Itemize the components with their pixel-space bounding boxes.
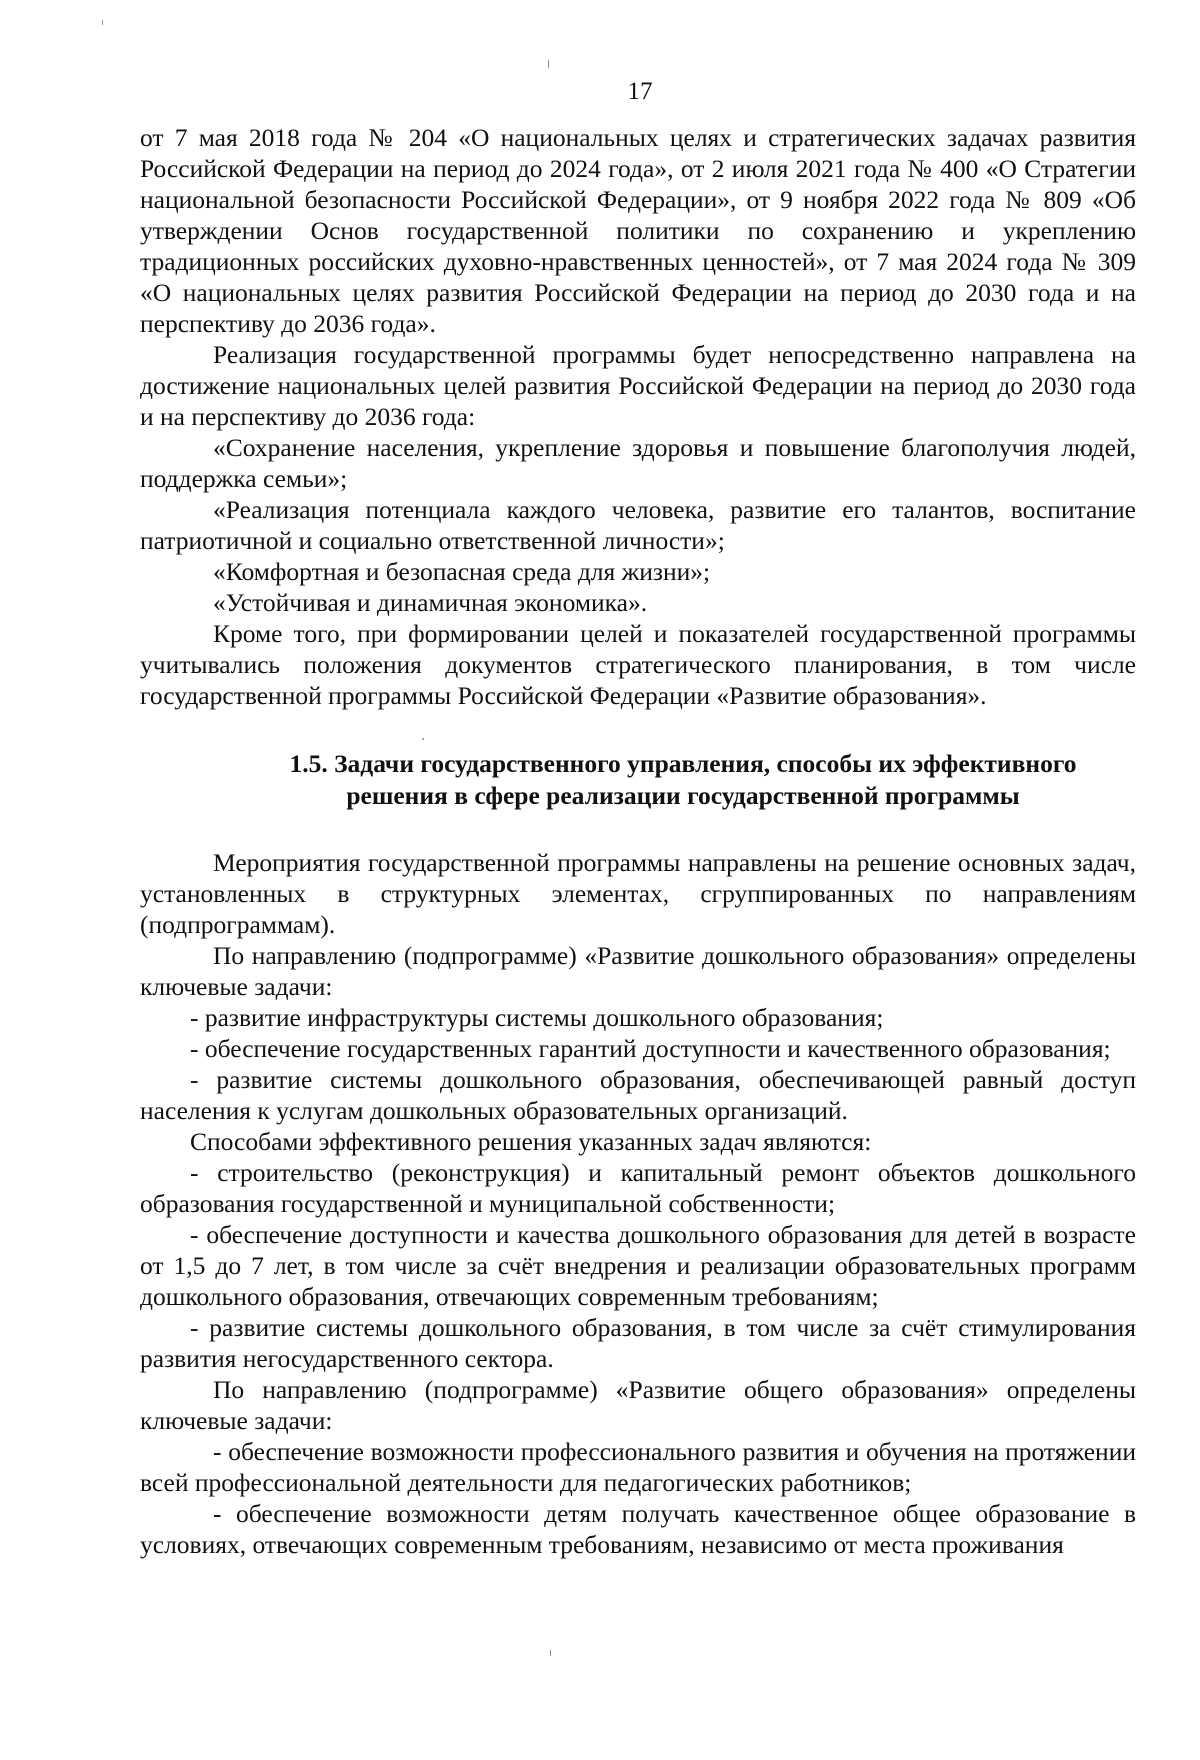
paragraph: «Сохранение населения, укрепление здоровья и повышение благополучия людей, поддержка семьи»; [140,433,1136,493]
scan-speck [102,20,103,25]
scan-speck [550,1650,551,1656]
paragraph: Мероприятия государственной программы направлены на решение основных задач, установленных в структурных элементах, сгруппированных по направлениям (подпрограммам). [140,848,1136,939]
paragraph: от 7 мая 2018 года № 204 «О национальных целях и стратегических задачах развития Российской Федерации на период до 2024 года», от 2 июля 2021 года № 400 «О Стратегии национальной безопасности Российской Федерации», от 9 ноября 2022 года № 809 «Об утверждении Основ государственной политики по сохранению и укреплению традиционных российских духовно-нравственных ценностей», от 7 мая 2024 года № 309 «О национальных целях развития Российской Федерации на период до 2030 года и на перспективу до 2036 года». [140,123,1136,338]
paragraph: Реализация государственной программы будет непосредственно направлена на достижение национальных целей развития Российской Федерации на период до 2030 года и на перспективу до 2036 года: [140,340,1136,431]
paragraph: По направлению (подпрограмме) «Развитие общего образования» определены ключевые задачи: [140,1375,1136,1435]
list-item: - развитие системы дошкольного образования, обеспечивающей равный доступ населения к услугам дошкольных образовательных организаций. [140,1065,1136,1125]
list-item: - обеспечение возможности детям получать качественное общее образование в условиях, отвечающих современным требованиям, независимо от места проживания [140,1499,1136,1559]
paragraph: «Реализация потенциала каждого человека, развитие его талантов, воспитание патриотичной и социально ответственной личности»; [140,495,1136,555]
paragraph: По направлению (подпрограмме) «Развитие дошкольного образования» определены ключевые задачи: [140,941,1136,1001]
scan-speck [422,738,424,740]
list-item: - обеспечение государственных гарантий доступности и качественного образования; [190,1034,1111,1063]
list-item: - строительство (реконструкция) и капитальный ремонт объектов дошкольного образования государственной и муниципальной собственности; [140,1158,1136,1218]
scan-speck [548,60,549,68]
section-heading-line-2: решения в сфере реализации государственной программы [346,781,1020,810]
list-item: - обеспечение доступности и качества дошкольного образования для детей в возрасте от 1,5 до 7 лет, в том числе за счёт внедрения и реализации образовательных программ дошкольного образования, отвечающих современным требованиям; [140,1220,1136,1311]
paragraph: «Устойчивая и динамичная экономика». [213,588,648,617]
section-heading [140,748,1136,812]
list-item: - обеспечение возможности профессионального развития и обучения на протяжении всей профессиональной деятельности для педагогических работников; [140,1437,1136,1497]
paragraph: «Комфортная и безопасная среда для жизни»; [213,557,711,586]
list-item: - развитие системы дошкольного образования, в том числе за счёт стимулирования развития негосударственного сектора. [140,1313,1136,1373]
paragraph: Способами эффективного решения указанных задач являются: [190,1127,872,1156]
section-heading-line-1: 1.5. Задачи государственного управления, способы их эффективного [289,749,1077,778]
paragraph: Кроме того, при формировании целей и показателей государственной программы учитывались положения документов стратегического планирования, в том числе государственной программы Российской Федерации «Развитие образования». [140,619,1136,710]
document-body [140,122,1136,1560]
page-number: 17 [627,78,653,105]
list-item: - развитие инфраструктуры системы дошкольного образования; [190,1003,884,1032]
